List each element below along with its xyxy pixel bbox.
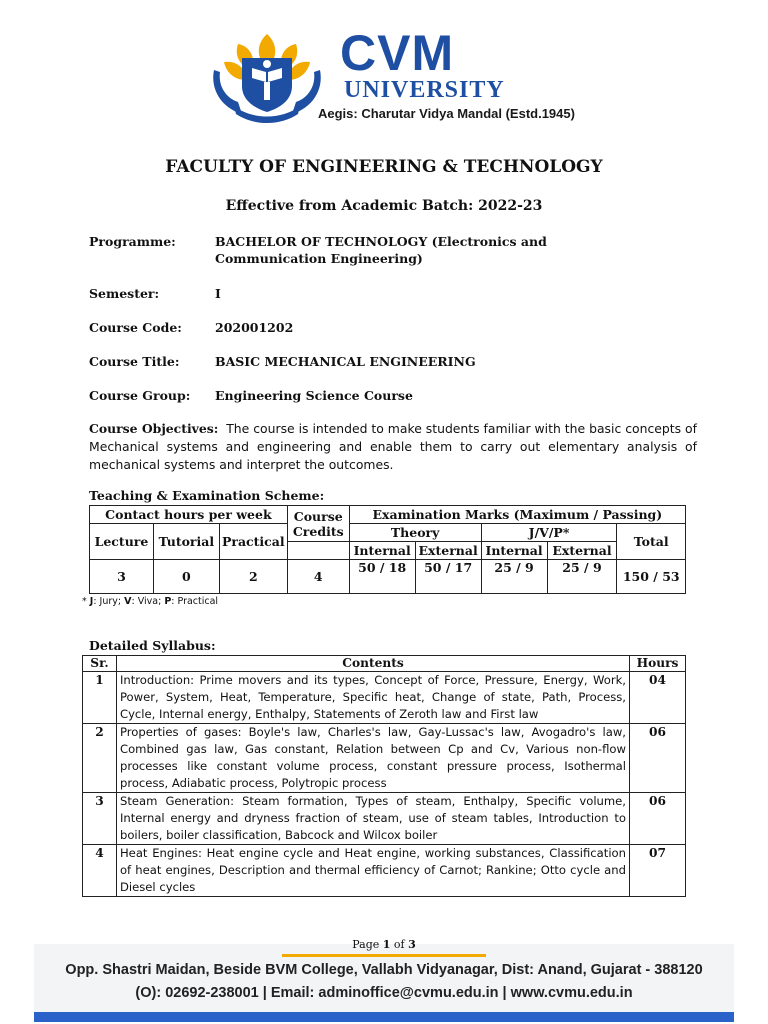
hours-column-header: Hours [630, 656, 686, 672]
row-hours: 06 [630, 724, 686, 793]
theory-internal-header: Internal [349, 542, 415, 560]
page-current: 1 [382, 938, 391, 951]
scheme-heading: Teaching & Examination Scheme: [89, 488, 325, 503]
contact-hours-header: Contact hours per week [90, 506, 288, 524]
sr-column-header: Sr. [83, 656, 117, 672]
university-name: CVM [340, 25, 455, 81]
exam-marks-header: Examination Marks (Maximum / Passing) [349, 506, 685, 524]
tutorial-header: Tutorial [153, 524, 219, 560]
table-row [83, 724, 686, 793]
row-hours: 06 [630, 793, 686, 845]
table-row [83, 672, 686, 724]
course-code-value: 202001202 [215, 320, 294, 335]
row-hours: 04 [630, 672, 686, 724]
footnote-v-text: : Viva; [131, 596, 165, 607]
row-contents: Steam Generation: Steam formation, Types of steam, Enthalpy, Specific volume, Internal energy and dryness fraction of steam, use of steam tables, Introduction to boilers, boiler classification, Babcock and Wilcox boiler [116, 793, 629, 845]
programme-value: BACHELOR OF TECHNOLOGY (Electronics and Communication Engineering) [215, 234, 547, 266]
page-total: 3 [408, 938, 416, 951]
total-value: 150 / 53 [617, 560, 686, 594]
scheme-footnote: * J: Jury; V: Viva; P: Practical [82, 596, 219, 607]
lecture-value: 3 [90, 560, 154, 594]
batch-title: Effective from Academic Batch: 2022-23 [225, 198, 543, 214]
row-contents: Properties of gases: Boyle's law, Charles's law, Gay-Lussac's law, Avogadro's law, Combined gas law, Gas constant, Relation between Cp and Cv, Various non-flow processes like constant volume process, constant pressure process, Isothermal process, Adiabatic process, Polytropic process [116, 724, 629, 793]
total-header: Total [617, 524, 686, 560]
university-aegis: Aegis: Charutar Vidya Mandal (Estd.1945) [318, 106, 575, 121]
tutorial-value: 0 [153, 560, 219, 594]
jvp-external-header: External [547, 542, 617, 560]
table-row [83, 793, 686, 845]
faculty-title: FACULTY OF ENGINEERING & TECHNOLOGY [165, 157, 603, 177]
footer-contact: (O): 02692-238001 | Email: adminoffice@cvmu.edu.in | www.cvmu.edu.in [135, 985, 633, 1001]
syllabus-heading: Detailed Syllabus: [89, 638, 216, 653]
footnote-p-text: : Practical [171, 596, 219, 607]
course-objectives [89, 420, 697, 474]
page-number [0, 938, 768, 951]
row-sr: 3 [83, 793, 117, 845]
contents-column-header: Contents [116, 656, 629, 672]
page-mid: of [390, 938, 409, 951]
theory-external-header: External [415, 542, 481, 560]
footer-blue-bar [34, 1012, 734, 1022]
theory-external-value: 50 / 17 [415, 560, 481, 594]
theory-header: Theory [349, 524, 481, 542]
footnote-p: P [164, 596, 172, 607]
jvp-internal-header: Internal [481, 542, 547, 560]
objectives-label: Course Objectives: [89, 421, 219, 436]
credits-spacer [287, 542, 349, 560]
lecture-header: Lecture [90, 524, 154, 560]
row-hours: 07 [630, 845, 686, 897]
objectives-text: The course is intended to make students familiar with the basic concepts of Mechanical systems and engineering and enable them to carry out elementary analysis of mechanical systems and interpret the outcomes. [89, 421, 697, 472]
course-title-label: Course Title: [89, 354, 180, 369]
credits-value: 4 [287, 560, 349, 594]
semester-label: Semester: [89, 286, 160, 301]
course-title-value: BASIC MECHANICAL ENGINEERING [215, 354, 476, 369]
jvp-external-value: 25 / 9 [547, 560, 617, 594]
footer-address: Opp. Shastri Maidan, Beside BVM College, Vallabh Vidyanagar, Dist: Anand, Gujarat - 388120 [65, 962, 703, 978]
page-prefix: Page [352, 938, 383, 951]
row-contents: Heat Engines: Heat engine cycle and Heat engine, working substances, Classification of heat engines, Description and thermal efficiency of Carnot; Rankine; Otto cycle and Diesel cycles [116, 845, 629, 897]
table-row [83, 845, 686, 897]
course-code-label: Course Code: [89, 320, 182, 335]
practical-value: 2 [219, 560, 287, 594]
course-group-value: Engineering Science Course [215, 388, 413, 403]
practical-header: Practical [219, 524, 287, 560]
row-sr: 1 [83, 672, 117, 724]
footnote-v: V [124, 596, 132, 607]
scheme-table [89, 505, 686, 594]
syllabus-table [82, 655, 686, 897]
programme-label: Programme: [89, 234, 176, 249]
theory-internal-value: 50 / 18 [349, 560, 415, 594]
semester-value: I [215, 286, 221, 301]
jvp-internal-value: 25 / 9 [481, 560, 547, 594]
course-credits-header: Course Credits [287, 506, 349, 542]
cvm-emblem-icon [208, 28, 326, 124]
row-sr: 2 [83, 724, 117, 793]
university-word: UNIVERSITY [344, 77, 505, 103]
footnote-j-text: : Jury; [93, 596, 125, 607]
footer-gold-rule [282, 954, 486, 957]
row-sr: 4 [83, 845, 117, 897]
course-group-label: Course Group: [89, 388, 191, 403]
footnote-j: J [89, 596, 94, 607]
row-contents: Introduction: Prime movers and its types, Concept of Force, Pressure, Energy, Work, Power, System, Heat, Temperature, Specific heat, Change of state, Path, Process, Cycle, Internal energy, Enthalpy, Statements of Zeroth law and First law [116, 672, 629, 724]
jvp-header: J/V/P* [481, 524, 617, 542]
